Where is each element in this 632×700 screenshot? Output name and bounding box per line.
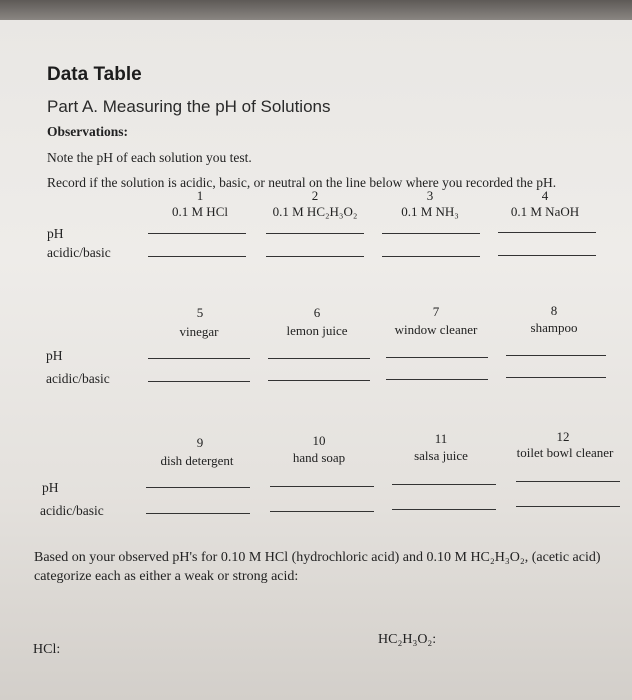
solution-label: lemon juice	[286, 323, 348, 338]
acidic-basic-row-label: acidic/basic	[47, 245, 111, 260]
ph-answer-line[interactable]	[498, 232, 596, 233]
solution-label: salsa juice	[414, 448, 468, 463]
page-title: Data Table	[47, 64, 142, 85]
solution-label: 0.1 M HC₂H₃O₂	[272, 204, 358, 219]
ph-answer-line[interactable]	[266, 233, 364, 234]
solution-number: 5	[196, 305, 204, 320]
acidic-basic-answer-line[interactable]	[146, 513, 250, 514]
worksheet-page	[0, 20, 632, 700]
solution-number: 2	[311, 188, 319, 203]
acidic-basic-answer-line[interactable]	[498, 255, 596, 256]
solution-number: 1	[196, 188, 204, 203]
ph-row-label: pH	[42, 480, 59, 495]
solution-number: 4	[541, 188, 549, 203]
solution-number: 3	[426, 188, 434, 203]
ph-row-label: pH	[46, 348, 63, 363]
acidic-basic-answer-line[interactable]	[392, 509, 496, 510]
acidic-basic-answer-line[interactable]	[266, 256, 364, 257]
ph-answer-line[interactable]	[146, 487, 250, 488]
ph-answer-line[interactable]	[268, 358, 370, 359]
ph-answer-line[interactable]	[506, 355, 606, 356]
hcl-answer-label: HCl:	[33, 642, 61, 657]
ph-answer-line[interactable]	[148, 233, 246, 234]
solution-label: 0.1 M HCl	[172, 204, 228, 219]
solution-number: 10	[312, 433, 326, 448]
ph-row-label: pH	[47, 226, 64, 241]
solution-number: 11	[434, 431, 448, 446]
ph-answer-line[interactable]	[386, 357, 488, 358]
acidic-basic-answer-line[interactable]	[382, 256, 480, 257]
solution-label: toilet bowl cleaner	[516, 445, 614, 460]
solution-label: 0.1 M NH₃	[401, 204, 459, 219]
acidic-basic-answer-line[interactable]	[268, 380, 370, 381]
instruction-note: Note the pH of each solution you test.	[47, 150, 252, 165]
section-title: Part A. Measuring the pH of Solutions	[47, 97, 331, 116]
solution-label: vinegar	[179, 324, 219, 339]
solution-label: shampoo	[530, 320, 578, 335]
acidic-basic-row-label: acidic/basic	[40, 503, 104, 518]
acidic-basic-answer-line[interactable]	[270, 511, 374, 512]
photo-shadow	[0, 0, 632, 20]
acidic-basic-answer-line[interactable]	[506, 377, 606, 378]
ph-answer-line[interactable]	[148, 358, 250, 359]
acidic-basic-answer-line[interactable]	[148, 256, 246, 257]
acidic-basic-row-label: acidic/basic	[46, 371, 110, 386]
ph-answer-line[interactable]	[382, 233, 480, 234]
acidic-basic-answer-line[interactable]	[386, 379, 488, 380]
acetic-acid-answer-label: HC₂H₃O₂:	[378, 632, 437, 647]
ph-answer-line[interactable]	[270, 486, 374, 487]
acidic-basic-answer-line[interactable]	[516, 506, 620, 507]
acidic-basic-answer-line[interactable]	[148, 381, 250, 382]
solution-label: hand soap	[292, 450, 346, 465]
solution-number: 8	[550, 303, 558, 318]
solution-label: dish detergent	[160, 453, 234, 468]
solution-number: 12	[556, 429, 570, 444]
ph-answer-line[interactable]	[392, 484, 496, 485]
ph-answer-line[interactable]	[516, 481, 620, 482]
observations-heading: Observations:	[47, 124, 128, 139]
question-text: Based on your observed pH's for 0.10 M HCl (hydrochloric acid) and 0.10 M HC₂H₃O₂, (acetic acid) categorize each as either a weak or strong acid:	[34, 550, 601, 584]
solution-label: 0.1 M NaOH	[510, 204, 580, 219]
solution-label: window cleaner	[394, 322, 478, 337]
solution-number: 9	[196, 435, 204, 450]
solution-number: 6	[313, 305, 321, 320]
solution-number: 7	[432, 304, 440, 319]
instruction-record: Record if the solution is acidic, basic, or neutral on the line below where you recorded the pH.	[47, 175, 557, 190]
